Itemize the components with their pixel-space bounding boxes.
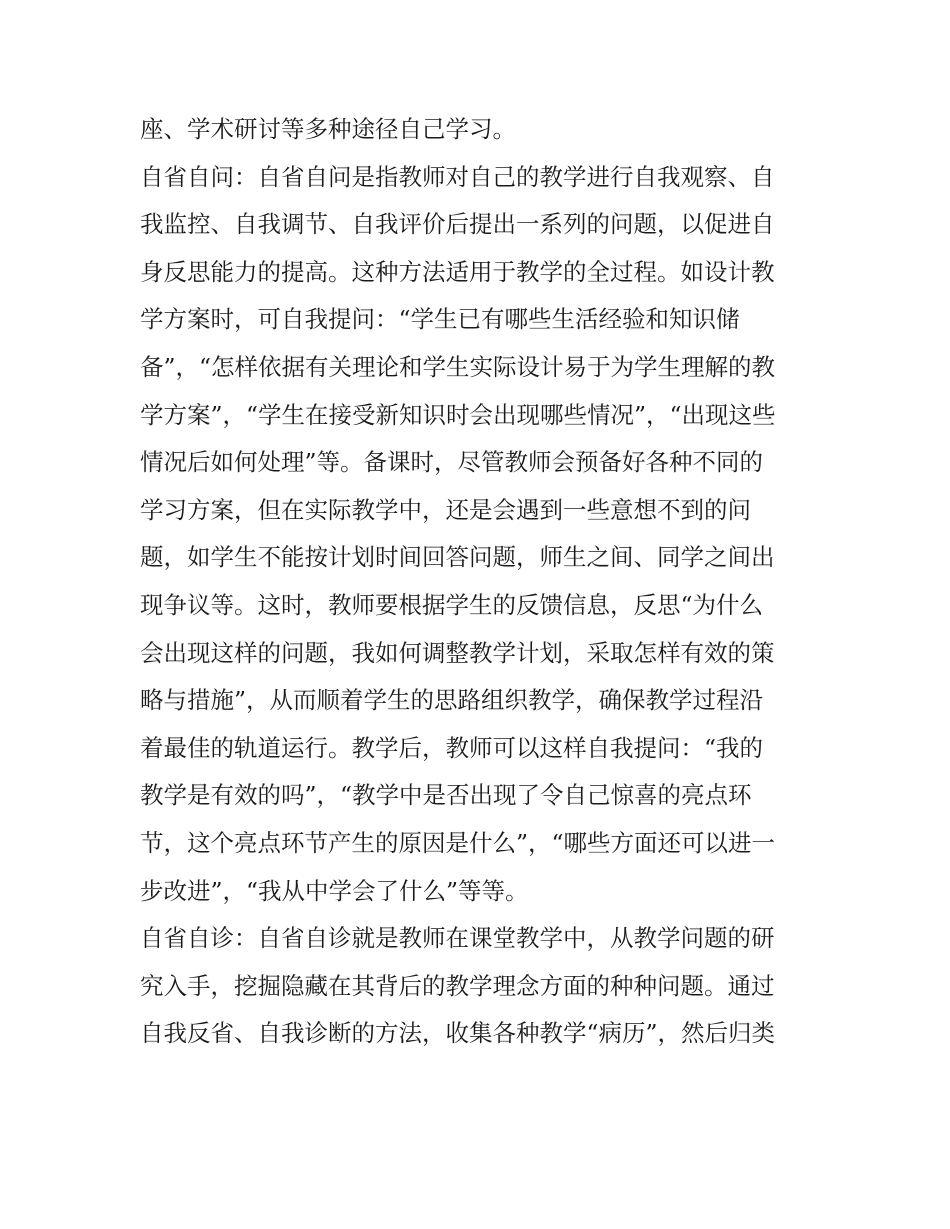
text-line: 学习方案，但在实际教学中，还是会遇到一些意想不到的问 bbox=[140, 495, 751, 524]
text-line: 备”，“怎样依据有关理论和学生实际设计易于为学生理解的教 bbox=[140, 352, 776, 381]
text-line: 情况后如何处理”等。备课时，尽管教师会预备好各种不同的 bbox=[140, 448, 764, 477]
text-line: 题，如学生不能按计划时间回答问题，师生之间、同学之间出 bbox=[140, 543, 775, 572]
text-line: 略与措施”，从而顺着学生的思路组织教学，确保教学过程沿 bbox=[140, 686, 764, 715]
text-line: 着最佳的轨道运行。教学后，教师可以这样自我提问：“我的 bbox=[140, 733, 764, 762]
text-line: 学方案时，可自我提问：“学生已有哪些生活经验和知识储 bbox=[140, 305, 740, 334]
text-line: 现争议等。这时，教师要根据学生的反馈信息，反思“为什么 bbox=[140, 590, 764, 619]
text-line: 我监控、自我调节、自我评价后提出一系列的问题，以促进自 bbox=[140, 210, 775, 239]
text-line: 步改进”，“我从中学会了什么”等等。 bbox=[140, 876, 529, 905]
text-line: 自省自诊：自省自诊就是教师在课堂教学中，从教学问题的研 bbox=[140, 924, 775, 953]
text-line: 节，这个亮点环节产生的原因是什么”，“哪些方面还可以进一 bbox=[140, 828, 776, 857]
text-line: 会出现这样的问题，我如何调整教学计划，采取怎样有效的策 bbox=[140, 638, 775, 667]
text-line: 自省自问：自省自问是指教师对自己的教学进行自我观察、自 bbox=[140, 162, 775, 191]
text-line: 座、学术研讨等多种途径自己学习。 bbox=[140, 115, 516, 143]
text-line: 究入手，挖掘隐藏在其背后的教学理念方面的种种问题。通过 bbox=[140, 971, 775, 1000]
text-line: 自我反省、自我诊断的方法，收集各种教学“病历”，然后归类 bbox=[140, 1019, 776, 1048]
body-text bbox=[140, 106, 820, 1058]
text-line: 教学是有效的吗”，“教学中是否出现了令自己惊喜的亮点环 bbox=[140, 781, 752, 810]
text-line: 学方案”，“学生在接受新知识时会出现哪些情况”，“出现这些 bbox=[140, 400, 776, 429]
text-line: 身反思能力的提高。这种方法适用于教学的全过程。如设计教 bbox=[140, 257, 775, 286]
